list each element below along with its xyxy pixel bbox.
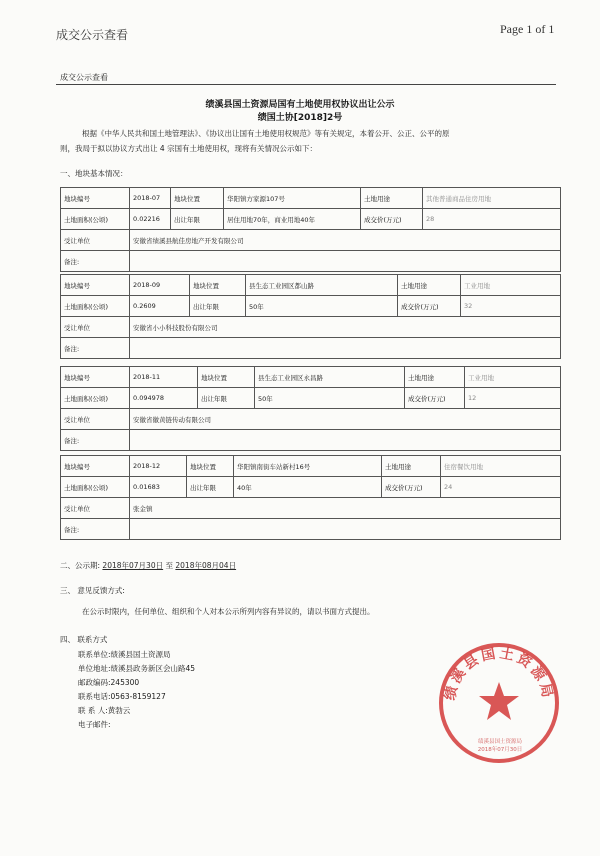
sub-header: 成交公示查看 <box>60 73 108 82</box>
use-value: 工业用地 <box>461 275 561 296</box>
seal-date-overlay <box>446 738 554 754</box>
term-label: 出让年限 <box>171 209 224 230</box>
price-label: 成交价(万元) <box>361 209 423 230</box>
period-end: 2018年08月04日 <box>175 561 237 570</box>
contact-phone-value: 0563-8159127 <box>110 692 166 701</box>
contact-email-label: 电子邮件: <box>78 720 111 729</box>
lot-no-label: 地块编号 <box>61 456 130 477</box>
intro-line-2-post: 宗国有土地使用权，现将有关情况公示如下： <box>167 144 318 153</box>
location-label: 地块位置 <box>187 456 234 477</box>
contact-phone-label: 联系电话: <box>78 692 111 701</box>
term-label: 出让年限 <box>198 388 255 409</box>
use-value: 住宿餐饮用地 <box>441 456 561 477</box>
remark-value <box>130 251 561 272</box>
assignee-label: 受让单位 <box>61 317 130 338</box>
table-row <box>61 230 561 251</box>
location-value: 县生态工业园区都山路 <box>246 275 398 296</box>
assignee-label: 受让单位 <box>61 409 130 430</box>
term-value: 50年 <box>255 388 405 409</box>
lot-no-value: 2018-07 <box>130 188 171 209</box>
lot-no-label: 地块编号 <box>61 188 130 209</box>
table-row <box>61 519 561 540</box>
contact-address-value: 绩溪县政务新区会山路45 <box>110 664 196 673</box>
section-heading-period <box>60 560 236 571</box>
area-label: 土地面积(公顷) <box>61 209 130 230</box>
contact-email <box>78 718 195 732</box>
term-value: 40年 <box>234 477 382 498</box>
use-value: 其他普通商品住房用地 <box>423 188 561 209</box>
contact-phone <box>78 690 195 704</box>
intro-line-2 <box>60 141 560 156</box>
seal-ring-text: 绩溪县国土资源局 <box>442 645 556 702</box>
area-value: 0.094978 <box>130 388 198 409</box>
area-value: 0.02216 <box>130 209 171 230</box>
table-row <box>61 275 561 296</box>
table-row <box>61 498 561 519</box>
table-row <box>61 367 561 388</box>
price-label: 成交价(万元) <box>398 296 461 317</box>
notice-title: 绩溪县国土资源局国有土地使用权协议出让公示 <box>205 100 395 110</box>
table-row <box>61 409 561 430</box>
table-row <box>61 296 561 317</box>
contact-unit-value: 绩溪县国土资源局 <box>110 650 171 659</box>
term-label: 出让年限 <box>187 477 234 498</box>
term-value: 50年 <box>246 296 398 317</box>
section-heading-lots: 一、地块基本情况： <box>60 169 128 178</box>
assignee-value: 安徽省徽黄链传动有限公司 <box>130 409 561 430</box>
remark-value <box>130 519 561 540</box>
area-value: 0.01683 <box>130 477 187 498</box>
price-value: 28 <box>423 209 561 230</box>
notice-number: 绩国土协[2018]2号 <box>257 113 343 123</box>
table-row <box>61 456 561 477</box>
area-label: 土地面积(公顷) <box>61 296 130 317</box>
lot-table <box>60 366 561 451</box>
remark-label: 备注: <box>61 430 130 451</box>
table-row <box>61 317 561 338</box>
page-number: Page 1 of 1 <box>500 22 555 36</box>
lot-no-value: 2018-09 <box>130 275 190 296</box>
intro-line-1: 根据《中华人民共和国土地管理法》、《协议出让国有土地使用权规范》等有关规定，本着公开、公正、公平的原 <box>82 129 450 138</box>
feedback-text: 在公示时限内，任何单位、组织和个人对本公示所列内容有异议的，请以书面方式提出。 <box>82 607 375 616</box>
contact-person-label: 联 系 人: <box>78 706 108 715</box>
seal-inner-line-1: 绩溪县国土资源局 <box>477 739 522 745</box>
table-row <box>61 188 561 209</box>
contact-zip <box>78 676 195 690</box>
price-value: 32 <box>461 296 561 317</box>
area-label: 土地面积(公顷) <box>61 388 130 409</box>
period-start: 2018年07月30日 <box>102 561 164 570</box>
assignee-label: 受让单位 <box>61 498 130 519</box>
remark-value <box>130 338 561 359</box>
seal-inner-line-2: 2018年07月30日 <box>477 747 523 753</box>
use-value: 工业用地 <box>465 367 561 388</box>
remark-label: 备注: <box>61 338 130 359</box>
use-label: 土地用途 <box>398 275 461 296</box>
lot-no-value: 2018-12 <box>130 456 187 477</box>
contact-unit <box>78 648 195 662</box>
intro-paragraph <box>60 126 560 156</box>
lot-no-label: 地块编号 <box>61 275 130 296</box>
table-row <box>61 338 561 359</box>
period-label: 二、公示期: <box>60 561 101 570</box>
contact-unit-label: 联系单位: <box>78 650 111 659</box>
contact-person <box>78 704 195 718</box>
table-row <box>61 209 561 230</box>
contact-zip-label: 邮政编码: <box>78 678 111 687</box>
location-label: 地块位置 <box>171 188 224 209</box>
area-value: 0.2609 <box>130 296 190 317</box>
lot-count: 4 <box>159 144 165 153</box>
header-divider <box>56 84 556 85</box>
assignee-value: 安徽省小小科技股份有限公司 <box>130 317 561 338</box>
contact-address <box>78 662 195 676</box>
assignee-label: 受让单位 <box>61 230 130 251</box>
term-label: 出让年限 <box>190 296 246 317</box>
lot-table <box>60 274 561 359</box>
lot-no-label: 地块编号 <box>61 367 130 388</box>
remark-value <box>130 430 561 451</box>
lot-table <box>60 455 561 540</box>
term-value: 居住用地70年，商业用地40年 <box>224 209 361 230</box>
table-row <box>61 251 561 272</box>
assignee-value: 张金镇 <box>130 498 561 519</box>
table-row <box>61 388 561 409</box>
page-header-title: 成交公示查看 <box>56 28 129 42</box>
contact-block <box>78 648 195 732</box>
use-label: 土地用途 <box>405 367 465 388</box>
contact-address-label: 单位地址: <box>78 664 111 673</box>
location-value: 华阳镇南街车站新村16号 <box>234 456 382 477</box>
lot-table <box>60 187 561 272</box>
use-label: 土地用途 <box>361 188 423 209</box>
lot-no-value: 2018-11 <box>130 367 198 388</box>
price-label: 成交价(万元) <box>405 388 465 409</box>
location-value: 华阳镇方家源107号 <box>224 188 361 209</box>
area-label: 土地面积(公顷) <box>61 477 130 498</box>
table-row <box>61 477 561 498</box>
price-value: 12 <box>465 388 561 409</box>
remark-label: 备注: <box>61 251 130 272</box>
price-value: 24 <box>441 477 561 498</box>
section-heading-contact: 四、 联系方式 <box>60 635 108 644</box>
price-label: 成交价(万元) <box>382 477 441 498</box>
remark-label: 备注: <box>61 519 130 540</box>
contact-person-value: 黄勃云 <box>107 706 131 715</box>
table-row <box>61 430 561 451</box>
period-to: 至 <box>165 561 173 570</box>
intro-line-2-pre: 则，我局于拟以协议方式出让 <box>60 144 158 153</box>
assignee-value: 安徽省绩溪县航佳房地产开发有限公司 <box>130 230 561 251</box>
section-heading-feedback: 三、 意见反馈方式: <box>60 586 125 595</box>
contact-zip-value: 245300 <box>110 678 140 687</box>
location-value: 县生态工业园区永昌路 <box>255 367 405 388</box>
location-label: 地块位置 <box>190 275 246 296</box>
location-label: 地块位置 <box>198 367 255 388</box>
use-label: 土地用途 <box>382 456 441 477</box>
